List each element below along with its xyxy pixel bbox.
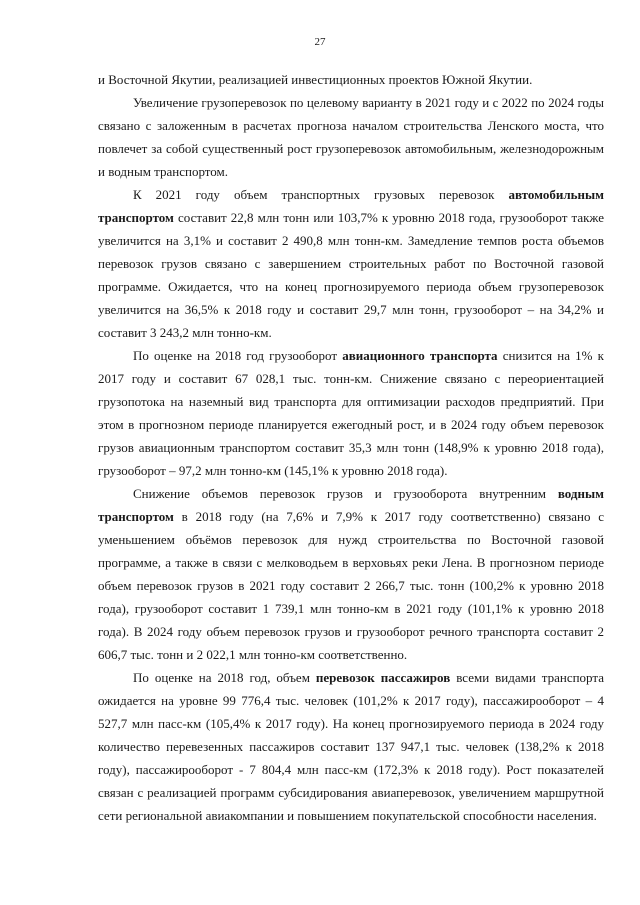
page-number: 27 — [314, 36, 326, 48]
paragraph-4 — [98, 344, 604, 482]
text-run: и Восточной Якутии, реализацией инвестиционных проектов Южной Якутии. — [98, 72, 533, 87]
paragraph-6 — [98, 666, 604, 827]
text-run: К 2021 году объем транспортных грузовых перевозок — [133, 187, 509, 202]
text-run: снизится на 1% к 2017 году и составит 67 028,1 тыс. тонн-км. Снижение связано с переориентацией грузопотока на наземный вид транспорта для оптимизации расходов предприятий. При этом в прогнозном периоде планируется ежегодный рост, и в 2024 году объем перевозок грузов авиационным транспортом составит 35,3 млн тонн (148,9% к уровню 2018 года), грузооборот – 97,2 млн тонно-км (145,1% к уровню 2018 года). — [98, 348, 604, 478]
paragraph-3 — [98, 183, 604, 344]
text-run: По оценке на 2018 год, объем — [133, 670, 316, 685]
bold-term-air-transport: авиационного транспорта — [342, 348, 498, 363]
bold-term-water-transport: водным транспортом — [98, 486, 604, 524]
paragraph-1 — [98, 68, 604, 91]
paragraph-5 — [98, 482, 604, 666]
text-run: в 2018 году (на 7,6% и 7,9% к 2017 году соответственно) связано с уменьшением объёмов перевозок для нужд строительства по Восточной газовой программе, а также в связи с мелководьем в верховьях реки Лена. В прогнозном периоде объем перевозок грузов в 2021 году составит 2 266,7 тыс. тонн (100,2% к уровню 2018 года), грузооборот составит 1 739,1 млн тонно-км в 2021 году (101,1% к уровню 2018 года). В 2024 году объем перевозок грузов и грузооборот речного транспорта составит 2 606,7 тыс. тонн и 2 022,1 млн тонно-км соответственно. — [98, 509, 604, 662]
paragraph-2 — [98, 91, 604, 183]
bold-term-passenger-transport: перевозок пассажиров — [315, 670, 451, 685]
text-run: Снижение объемов перевозок грузов и грузооборота внутренним — [133, 486, 558, 501]
body-text — [98, 68, 604, 827]
text-run: составит 22,8 млн тонн или 103,7% к уровню 2018 года, грузооборот также увеличится на 3,1% и составит 2 490,8 млн тонн-км. Замедление темпов роста объемов перевозок грузов связано с завершением строительных работ по Восточной газовой программе. Ожидается, что на конец прогнозируемого периода объем грузоперевозок увеличится на 36,5% к 2018 году и составит 29,7 млн тонн, грузооборот – на 34,2% и составит 3 243,2 млн тонно-км. — [98, 210, 604, 340]
text-run: Увеличение грузоперевозок по целевому варианту в 2021 году и с 2022 по 2024 годы связано с заложенным в расчетах прогноза началом строительства Ленского моста, что повлечет за собой существенный рост грузоперевозок автомобильным, железнодорожным и водным транспортом. — [98, 95, 604, 179]
bold-term-road-transport: автомобильным транспортом — [98, 187, 604, 225]
text-run: всеми видами транспорта ожидается на уровне 99 776,4 тыс. человек (101,2% к 2017 году), пассажирооборот – 4 527,7 млн пасс-км (105,4% к 2017 году). На конец прогнозируемого периода в 2024 году количество перевезенных пассажиров составит 137 947,1 тыс. человек (138,2% к 2018 году), пассажирооборот - 7 804,4 млн пасс-км (172,3% к 2018 году). Рост показателей связан с реализацией программ субсидирования авиаперевозок, увеличением маршрутной сети региональной авиакомпании и повышением покупательской способности населения. — [98, 670, 605, 823]
text-run: По оценке на 2018 год грузооборот — [133, 348, 343, 363]
